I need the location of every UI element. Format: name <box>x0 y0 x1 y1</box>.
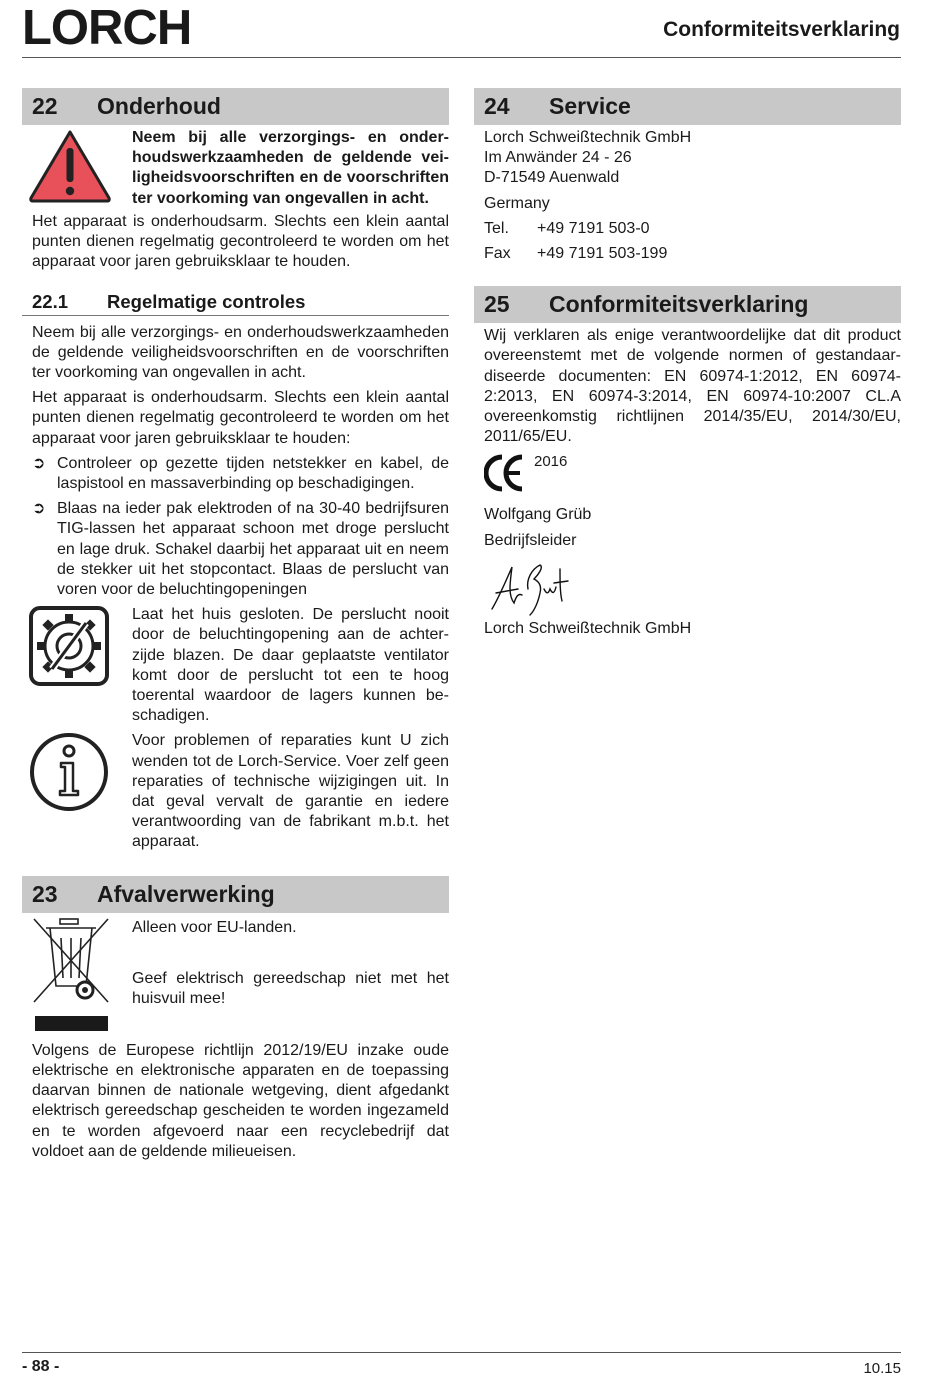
ce-year: 2016 <box>534 453 568 471</box>
bullet-text: Blaas na ieder pak elektroden of na 30-40 bedrijfsuren TIG-lassen het apparaat schoon met droge perslucht en lage druk. Schakel daarbij het apparaat uit en neem de stekker uit het stopcontact. Blaas de perslucht van voren voor de beluchtingopeningen <box>57 500 449 599</box>
no-household-text: Geef elektrisch gereedschap niet met het huisvuil mee! <box>132 969 449 1008</box>
street: Im Anwänder 24 - 26 <box>484 149 632 167</box>
address-block <box>474 128 901 189</box>
signature-image <box>474 559 901 619</box>
eu-only-text: Alleen voor EU-landen. <box>132 918 297 936</box>
subsection-title: Regelmatige controles <box>107 290 306 312</box>
gear-notice-block <box>22 605 449 726</box>
gear-slash-icon <box>22 605 132 726</box>
weee-block <box>22 916 449 1036</box>
section-24-heading <box>474 88 901 125</box>
fax-label: Fax <box>484 245 511 263</box>
lorch-logo: LORCH <box>22 1 192 55</box>
left-column <box>22 88 449 1162</box>
subsection-number: 22.1 <box>32 290 69 312</box>
info-notice-text: Voor problemen of reparaties kunt U zich wenden tot de Lorch-Service. Voer zelf geen reparaties of technische wijzigingen uit. In dat geval vervalt de garantie en iedere verantwoording van de fabrikant m.b.t. het apparaat. <box>132 732 449 851</box>
header-rule <box>22 57 901 58</box>
gear-notice-text: Laat het huis gesloten. De perslucht nooit door de beluchtingopening aan de achterzijde blazen. De daar geplaatste ventilator komt door de perslucht tot een te hoog toerental waardoor de lagers kunnen beschadigen. <box>132 606 449 725</box>
paragraph: Neem bij alle verzorgings- en onderhoudswerkzaamheden de geldende veiligheidsvoorschriften en de voorschriften ter voorkoming van ongevallen in acht. <box>32 323 449 382</box>
page-number: - 88 - <box>22 1358 60 1375</box>
phone-row <box>474 219 901 239</box>
section-number: 25 <box>484 291 510 318</box>
warning-block <box>22 128 449 209</box>
warning-text: Neem bij alle verzorgings- en onderhoudswerkzaamheden de geldende veiligheidsvoorschriften en de voorschriften ter voorkoming van ongevallen in acht. <box>132 129 449 207</box>
header-title: Conformiteitsverklaring <box>663 18 900 41</box>
footer-rule <box>22 1352 901 1353</box>
crossed-bin-icon <box>22 916 132 1036</box>
arrow-bullet-icon: ➲ <box>32 500 46 518</box>
ce-mark-icon <box>484 453 526 495</box>
phone-number: +49 7191 503-0 <box>537 219 650 237</box>
section-title: Service <box>549 93 631 119</box>
weee-text <box>132 916 449 1036</box>
section-title: Afvalverwerking <box>97 880 275 907</box>
section-title: Conformiteitsverklaring <box>549 291 809 318</box>
section-25-heading <box>474 286 901 323</box>
info-icon <box>22 731 132 852</box>
section-number: 24 <box>484 93 510 119</box>
phone-label: Tel. <box>484 219 509 237</box>
section-23-heading <box>22 876 449 913</box>
section-title: Onderhoud <box>97 93 221 119</box>
paragraph: Het apparaat is onderhoudsarm. Slechts een klein aantal punten dienen regelmatig gecontroleerd te worden om het apparaat voor jaren gebruiksklaar te houden. <box>32 213 449 271</box>
warning-icon <box>22 128 132 209</box>
info-notice-block <box>22 731 449 852</box>
ce-mark-row <box>474 453 901 495</box>
paragraph: Volgens de Europese richtlijn 2012/19/EU inzake oude elektrische en elektronische apparaten en de toepassing daarvan binnen de nationale wetgeving, dient afgedankt elektrisch gereedschap gescheiden te worden ingezameld en te worden afgevoerd naar een recyclebedrijf dat voldoet aan de geldende milieueisen. <box>32 1041 449 1160</box>
signer-role: Bedrijfsleider <box>484 531 577 549</box>
paragraph: Het apparaat is onderhoudsarm. Slechts een klein aantal punten dienen regelmatig gecontroleerd te worden om het apparaat voor jaren gebruiksklaar te houden: <box>32 389 449 447</box>
company-name: Lorch Schweißtechnik GmbH <box>484 129 692 146</box>
city: D-71549 Auenwald <box>484 169 620 187</box>
section-22-heading <box>22 88 449 125</box>
fax-row <box>474 244 901 264</box>
bullet-item <box>22 454 449 494</box>
signer-company: Lorch Schweißtechnik GmbH <box>484 619 692 637</box>
declaration-text: Wij verklaren als enige verantwoordelijke dat dit product overeenstemt met de volgende normen of gestandaardiseerde documenten: EN 60974-1:2012, EN 60974-2:2013, EN 60974-3:2014, EN 60974-10:2007 CL.A overeenkomstig richtlijnen 2014/35/EU, 2014/30/EU, 2011/65/EU. <box>484 327 901 446</box>
arrow-bullet-icon: ➲ <box>32 454 46 472</box>
subsection-22-1-heading <box>22 290 449 316</box>
section-number: 23 <box>32 880 58 907</box>
signer-name: Wolfgang Grüb <box>484 506 592 524</box>
bullet-text: Controleer op gezette tijden netstekker en kabel, de laspistool en massaverbinding op beschadigingen. <box>57 454 449 493</box>
section-number: 22 <box>32 93 58 119</box>
bullet-item <box>22 499 449 600</box>
right-column <box>474 88 901 639</box>
version: 10.15 <box>863 1360 901 1377</box>
country: Germany <box>484 194 550 212</box>
fax-number: +49 7191 503-199 <box>537 245 668 263</box>
